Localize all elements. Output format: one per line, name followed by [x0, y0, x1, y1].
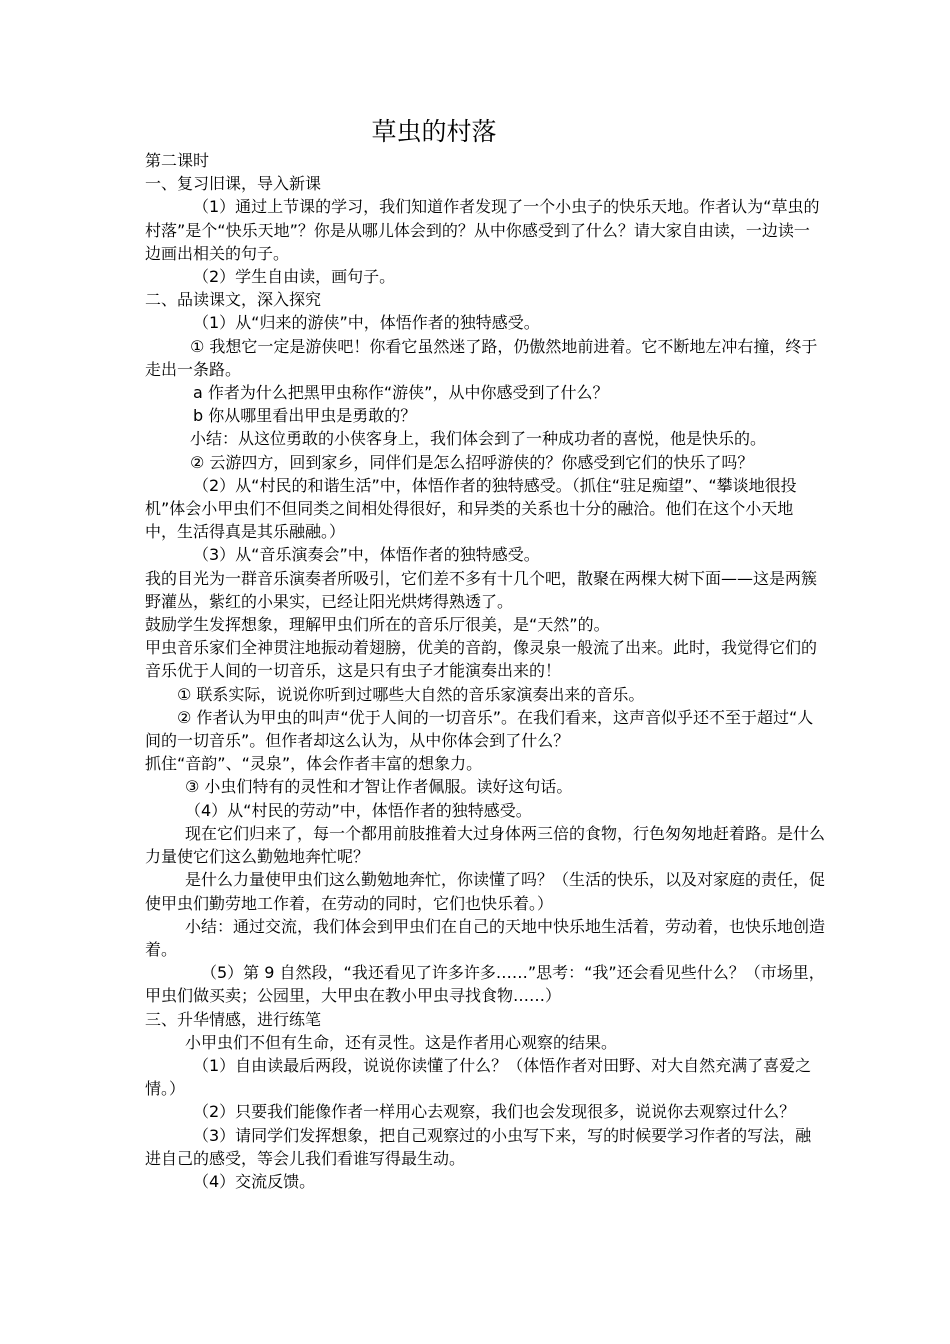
paragraph: a 作者为什么把黑甲虫称作“游侠”，从中你感受到了什么？	[193, 383, 609, 403]
paragraph: （2）从“村民的和谐生活”中，体悟作者的独特感受。（抓住“驻足痴望”、“攀谈地很投机”体会小甲虫们不但同类之间相处得很好，和异类的关系也十分的融洽。他们在这个小天地中，生活得真是其乐融融。）	[145, 475, 797, 542]
document-body	[145, 149, 825, 1193]
paragraph: 现在它们归来了，每一个都用前肢推着大过身体两三倍的食物，行色匆匆地赶着路。是什么力量使它们这么勤勉地奔忙呢？	[145, 823, 826, 867]
paragraph: 小结：通过交流，我们体会到甲虫们在自己的天地中快乐地生活着，劳动着，也快乐地创造着。	[145, 916, 826, 959]
paragraph: 是什么力量使甲虫们这么勤勉地奔忙，你读懂了吗？（生活的快乐，以及对家庭的责任，促使甲虫们勤劳地工作着，在劳动的同时，它们也快乐着。）	[145, 870, 826, 913]
paragraph: （2）学生自由读，画句子。	[193, 267, 396, 287]
section-heading: 三、升华情感，进行练笔	[145, 1009, 322, 1029]
paragraph: （1）通过上节课的学习，我们知道作者发现了一个小虫子的快乐天地。作者认为“草虫的村落”是个“快乐天地”？你是从哪儿体会到的？从中你感受到了什么？请大家自由读，一边读一边画出相关的句子。	[145, 197, 820, 263]
paragraph: （4）从“村民的劳动”中，体悟作者的独特感受。	[185, 800, 532, 820]
paragraph: （5）第 9 自然段，“我还看见了许多许多……”思考：“我”还会看见些什么？（市场里，甲虫们做买卖；公园里，大甲虫在教小甲虫寻找食物……）	[145, 963, 825, 1006]
paragraph: 小甲虫们不但有生命，还有灵性。这是作者用心观察的结果。	[185, 1032, 618, 1052]
paragraph: ① 我想它一定是游侠吧！你看它虽然迷了路，仍傲然地前进着。它不断地左冲右撞，终于走出一条路。	[145, 336, 818, 379]
paragraph: （3）请同学们发挥想象，把自己观察过的小虫写下来，写的时候要学习作者的写法，融进自己的感受，等会儿我们看谁写得最生动。	[145, 1125, 812, 1168]
paragraph: 我的目光为一群音乐演奏者所吸引，它们差不多有十几个吧，散聚在两棵大树下面——这是两簇野灌丛，紫红的小果实，已经让阳光烘烤得熟透了。	[145, 568, 818, 611]
paragraph: （1）自由读最后两段，说说你读懂了什么？（体悟作者对田野、对大自然充满了喜爱之情。）	[145, 1055, 812, 1099]
paragraph: ② 云游四方，回到家乡，同伴们是怎么招呼游侠的？你感受到它们的快乐了吗？	[190, 452, 754, 472]
paragraph: 小结：从这位勇敢的小侠客身上，我们体会到了一种成功者的喜悦，他是快乐的。	[190, 429, 767, 449]
paragraph: ③ 小虫们特有的灵性和才智让作者佩服。读好这句话。	[185, 777, 573, 797]
paragraph: ① 联系实际，说说你听到过哪些大自然的音乐家演奏出来的音乐。	[177, 684, 645, 704]
paragraph: （2）只要我们能像作者一样用心去观察，我们也会发现很多，说说你去观察过什么？	[193, 1102, 796, 1122]
paragraph: b 你从哪里看出甲虫是勇敢的？	[193, 406, 417, 426]
section-heading: 二、品读课文，深入探究	[145, 290, 322, 310]
lesson-period: 第二课时	[145, 151, 210, 170]
paragraph: （4）交流反馈。	[193, 1171, 316, 1191]
section-heading: 一、复习旧课，导入新课	[145, 174, 322, 194]
paragraph: 抓住“音韵”、“灵泉”，体会作者丰富的想象力。	[145, 754, 483, 774]
paragraph: 甲虫音乐家们全神贯注地振动着翅膀，优美的音韵，像灵泉一般流了出来。此时，我觉得它们的音乐优于人间的一切音乐，这是只有虫子才能演奏出来的！	[145, 638, 818, 681]
paragraph: （1）从“归来的游侠”中，体悟作者的独特感受。	[193, 313, 540, 333]
paragraph: 鼓励学生发挥想象，理解甲虫们所在的音乐厅很美，是“天然”的。	[145, 615, 610, 635]
paragraph: （3）从“音乐演奏会”中，体悟作者的独特感受。	[193, 545, 540, 565]
paragraph: ② 作者认为甲虫的叫声“优于人间的一切音乐”。在我们看来，这声音似乎还不至于超过“人间的一切音乐”。但作者却这么认为，从中你体会到了什么？	[145, 707, 814, 751]
document-title: 草虫的村落	[371, 117, 497, 146]
